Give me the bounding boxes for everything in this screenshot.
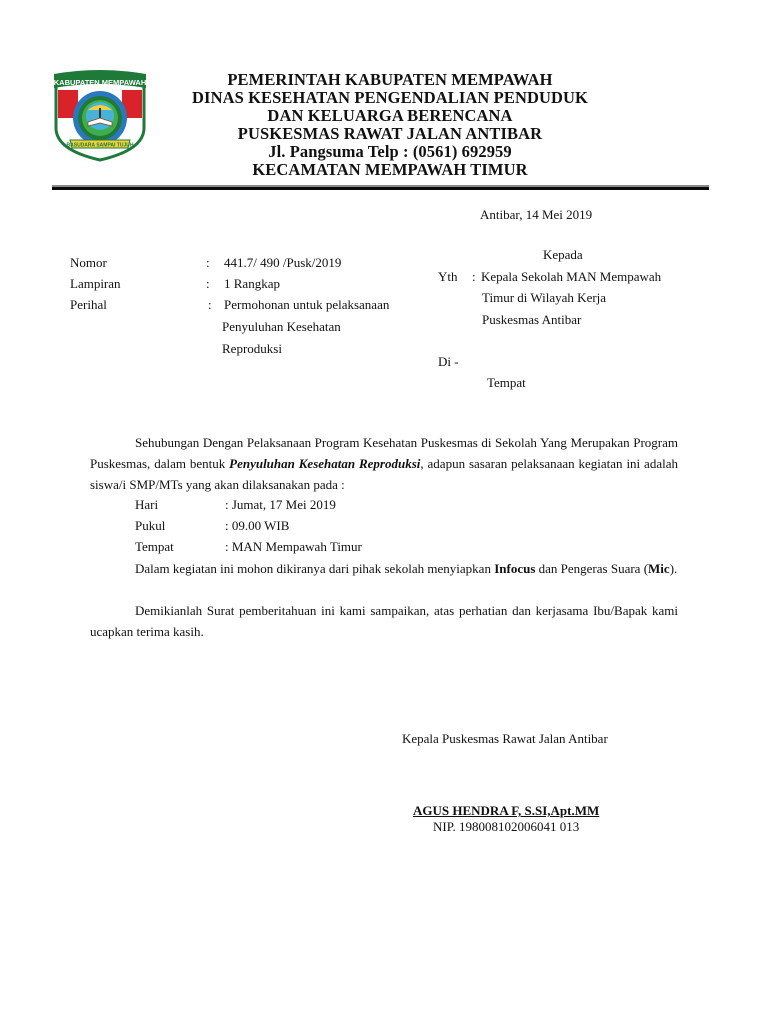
kabupaten-mempawah-logo-icon — [50, 70, 150, 162]
nomor-label: Nomor — [70, 255, 107, 270]
signature-name: AGUS HENDRA F, S.SI,Apt.MM — [413, 803, 600, 818]
letterhead-line-district: KECAMATAN MEMPAWAH TIMUR — [252, 160, 528, 179]
letterhead-title-block — [160, 71, 620, 179]
perihal-label: Perihal — [70, 297, 107, 312]
body-request-text: Dalam kegiatan ini mohon dikiranya dari pihak sekolah menyiapkan — [135, 561, 495, 576]
schedule-tempat-value: : MAN Mempawah Timur — [225, 539, 362, 554]
body-paragraph-closing: Demikianlah Surat pemberitahuan ini kami sampaikan, atas perhatian dan kerjasama Ibu/Bapak kami ucapkan terima kasih. — [90, 603, 678, 639]
body-paragraph-request — [90, 558, 678, 579]
lampiran-value: 1 Rangkap — [224, 276, 280, 291]
recipient-yth-label: Yth — [438, 269, 458, 284]
perihal-line-1: Permohonan untuk pelaksanaan — [224, 297, 390, 312]
letterhead-line-puskesmas: PUSKESMAS RAWAT JALAN ANTIBAR — [237, 124, 543, 143]
body-request-text-middle: dan Pengeras Suara ( — [535, 561, 649, 576]
recipient-line-3: Puskesmas Antibar — [482, 312, 582, 327]
schedule-hari-value: : Jumat, 17 Mei 2019 — [225, 497, 336, 512]
signature-nip: NIP. 198008102006041 013 — [433, 819, 580, 834]
body-paragraph-intro — [90, 432, 678, 495]
body-intro-emphasis: Penyuluhan Kesehatan Reproduksi — [229, 456, 421, 471]
schedule-hari-label: Hari — [135, 497, 159, 512]
recipient-di: Di - — [438, 354, 459, 369]
body-request-infocus: Infocus — [494, 561, 536, 576]
perihal-separator: : — [208, 297, 212, 312]
body-request-mic: Mic — [648, 561, 670, 576]
letterhead-line-address: Jl. Pangsuma Telp : (0561) 692959 — [268, 142, 512, 161]
svg-text:BASUDARA SAMPAI TUJUH: BASUDARA SAMPAI TUJUH — [66, 142, 134, 149]
recipient-line-1: Kepala Sekolah MAN Mempawah — [481, 269, 662, 284]
body-request-text-end: ). — [669, 561, 678, 576]
perihal-line-2: Penyuluhan Kesehatan — [222, 319, 341, 334]
nomor-value: 441.7/ 490 /Pusk/2019 — [224, 255, 342, 270]
schedule-pukul-label: Pukul — [135, 518, 166, 533]
recipient-kepada: Kepada — [543, 247, 583, 262]
signature-title: Kepala Puskesmas Rawat Jalan Antibar — [402, 731, 608, 746]
body-intro-text: Sehubungan Dengan Pelaksanaan Program Kesehatan Puskesmas di Sekolah Yang Merupakan Program Puskesmas, dalam bentuk — [90, 435, 678, 471]
nomor-separator: : — [206, 255, 210, 270]
recipient-line-2: Timur di Wilayah Kerja — [482, 290, 607, 305]
perihal-line-3: Reproduksi — [222, 341, 282, 356]
letterhead-line-government: PEMERINTAH KABUPATEN MEMPAWAH — [227, 70, 553, 89]
svg-text:KABUPATEN MEMPAWAH: KABUPATEN MEMPAWAH — [53, 78, 147, 87]
recipient-yth-separator: : — [472, 269, 476, 284]
schedule-pukul-value: : 09.00 WIB — [225, 518, 290, 533]
letterhead-line-department-2: DAN KELUARGA BERENCANA — [267, 106, 513, 125]
lampiran-separator: : — [206, 276, 210, 291]
body-intro-text-end: , adapun sasaran pelaksanaan kegiatan ini adalah siswa/i SMP/MTs yang akan dilaksanakan pada : — [90, 456, 678, 492]
letterhead-divider-thick — [52, 187, 709, 190]
lampiran-label: Lampiran — [70, 276, 121, 291]
letterhead-line-department: DINAS KESEHATAN PENGENDALIAN PENDUDUK — [192, 88, 588, 107]
recipient-tempat: Tempat — [487, 375, 526, 390]
schedule-tempat-label: Tempat — [135, 539, 174, 554]
date-place: Antibar, 14 Mei 2019 — [480, 207, 593, 222]
